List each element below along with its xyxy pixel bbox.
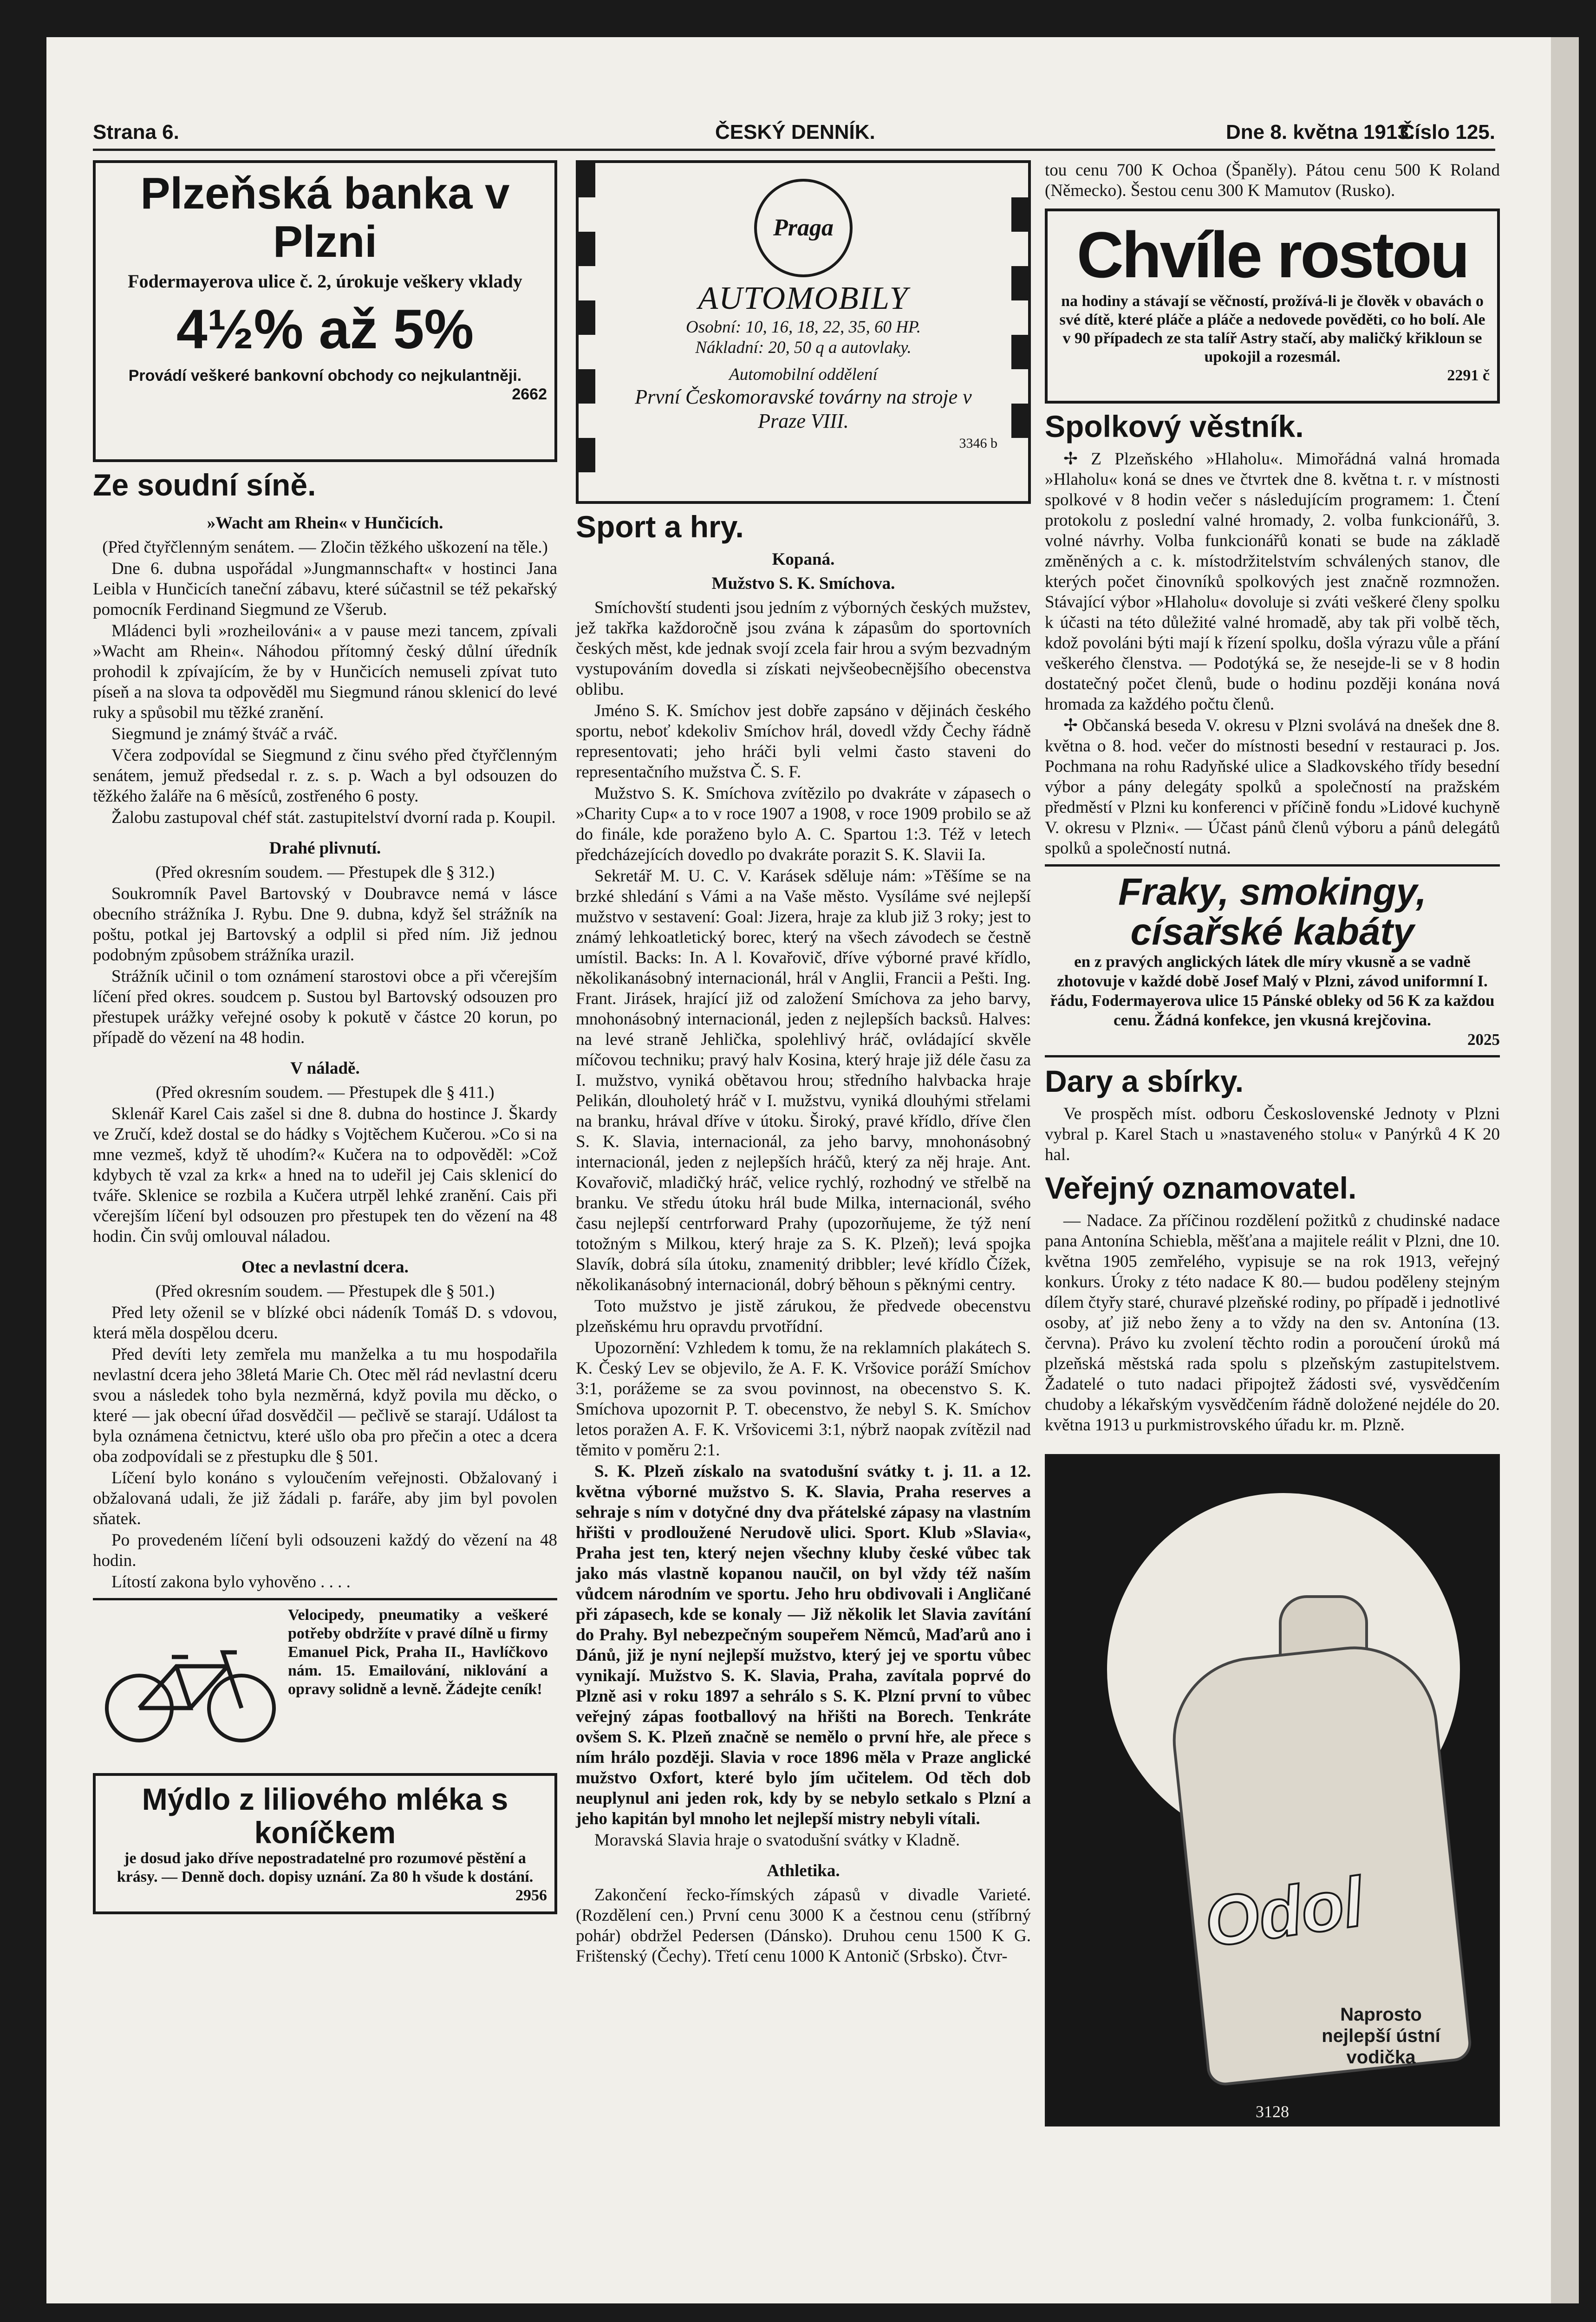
praga-line: První Českomoravské továrny na stroje v Praze VIII. <box>635 385 972 432</box>
article-title: Otec a nevlastní dcera. <box>241 1258 409 1277</box>
newspaper-title: ČESKÝ DENNÍK. <box>715 121 875 143</box>
paragraph: Soukromník Pavel Bartovský v Doubravce nemá v lásce obecního strážníka J. Rybu. Dne 9. dubna, když šel strážník na poštu, potkal jej Bartovský a odplil si před ním. Již jednou podobným způsobem strážníka urazil. <box>93 884 557 965</box>
paragraph: S. K. Plzeň získalo na svatodušní svátky t. j. 11. a 12. května výborné mužstvo S. K. Slavia, Praha reserves a sehraje s ním v dotyčné dny dva přátelské zápasy na vlastním hřišti v prodloužené Nerudově ulici. Sport. Klub »Slavia«, Praha jest ten, který nejen všechny kluby české vůbec tak jako más vlastně kopanou naučil, on byl vždy též naším vůdcem národním ve sportu. Jeho hru obdivovali i Angličané při zápasech, kde se konaly — Již několik let Slavia zavítání do Prahy. Byl nebezpečným soupeřem Němců, Maďarů ano i Dánů, již je nyní nejlepší mužstvo, který jej ve sportu vůbec vynikají. Mužstvo S. K. Slavia, Praha, zavítala poprvé do Plzně asi v roku 1897 a sehrálo s S. K. Plzní první to vůbec veřejný zápas footballový na hřišti na Borech. Tenkráte ovšem S. K. Plzeň značně se nemělo o první hře, ale přece s ním hrálo později. Slavia v roce 1896 měla v Praze anglické mužstvo Oxfort, které bylo jím učitelem. Od těch dob neuplynul ani jeden rok, kdy by se nebylo setkalo s Plzní a jeho kapitán byl mnoho let nejlepší mistry nebyli vítali. <box>576 1462 1031 1828</box>
article-title: V náladě. <box>290 1059 360 1078</box>
paragraph: Před lety oženil se v blízké obci nádeník Tomáš D. s vdovou, která měla dospělou dceru. <box>93 1303 557 1343</box>
astra-text: na hodiny a stávají se věčností, prožívá-li je člověk v obavách o své dítě, které pláče a pláče a nedovede pověděti, co ho bolí. Ale v 90 případech ze sta talíř Astry stačí, aby maličký křikloun se upokojil a rozesmál. <box>1059 293 1485 365</box>
subheading: Mužstvo S. K. Smíchova. <box>711 574 895 593</box>
astra-title: Chvíle rostou <box>1076 218 1468 291</box>
soap-ad <box>93 1773 557 1914</box>
paragraph: Moravská Slavia hraje o svatodušní svátky v Kladně. <box>594 1831 960 1850</box>
paragraph: Ve prospěch míst. odboru Československé Jednoty v Plzni vybral p. Karel Stach u »nastaveného stolu« v Panýrků 4 K 20 hal. <box>1045 1104 1500 1164</box>
court-note: (Před okresním soudem. — Přestupek dle § 312.) <box>155 863 495 882</box>
paragraph: Smíchovští studenti jsou jedním z výborných českých mužstev, jež takřka každoročně jsou zvána k zápasům do sportovních českých měst, kde jednak svojí zcela fair hrou a svým bezvadným vystupováním dovedla si získati nejvšeobecnějšího obecenstva oblibu. <box>576 598 1031 699</box>
paragraph: Sklenář Karel Cais zašel si dne 8. dubna do hostince J. Škardy ve Zručí, kdež dostal se do hádky s Vojtěchem Kučerou. »Co si na mne vezmeš, když tě uhodím?« Kučera na to odpověděl: »Což kdybych tě vzal za krk« a hned na to udeřil jej Cais sklenicí do tváře. Sklenice se rozbila a Kučera utrpěl lehké zranění. Cais při včerejším líčení byl odsouzen pro přestupek ten do vězení na 48 hodin. Čin svůj omlouval náladou. <box>93 1104 557 1246</box>
paragraph: Žalobu zastupoval chéf stát. zastupitelství dvorní rada p. Koupil. <box>111 808 556 827</box>
issue-number: Číslo 125. <box>1400 121 1495 143</box>
article-title: »Wacht am Rhein« v Hunčicích. <box>207 514 443 533</box>
odol-ad <box>1045 1454 1500 2126</box>
checker-border-left <box>579 163 595 501</box>
paragraph: — Nadace. Za příčinou rozdělení požitků z chudinské nadace pana Antonína Schiebla, měšťana a majitele reálit v Plzni, dne 10. května 1905 zemřelého, vypisuje se na rok 1913, veřejný konkurs. Úroky z této nadace K 80.— budou poděleny stejným dílem čtyřy staré, churavé plzeňské rodiny, po případě i jednotlivé osoby, ať již nebo ženy a to vždy na den sv. Antonína (13. června). Právo ku zvolení těchto rodin a poroučení úroků má plzeňská městská rada spolu s plzeňským zastupitelstvem. Žadatelé o tuto nadaci připojtež žádosti své, vysvědčením chudoby a lékařským vysvědčením řádně doložené nejdéle do 20. května 1913 u purkmistrovského úřadu kr. m. Plzně. <box>1045 1211 1500 1435</box>
column-left <box>93 160 557 1914</box>
paragraph: Mužstvo S. K. Smíchova zvítězilo po dvakráte v zápasech o »Charity Cup« a to v roce 1907 a 1908, v roce 1909 probilo se až do finále, kde poraženo bylo A. C. Spartou 1:3. Též v letech předcházejících dovedlo po dvakráte porazit S. K. Slavii Ia. <box>576 784 1031 864</box>
astra-ad <box>1045 209 1500 404</box>
paragraph: Strážník učinil o tom oznámení starostovi obce a při včerejším líčení před okres. soudcem p. Sustou byl Bartovský odsouzen pro přestupek urážky veřejné osoby k pokutě v částce 20 korun, po případě do vězení na 48 hodin. <box>93 967 557 1047</box>
page-header <box>93 116 1495 151</box>
paragraph: Po provedeném líčení byli odsouzeni každý do vězení na 48 hodin. <box>93 1531 557 1570</box>
bank-slogan: Provádí veškeré bankovní obchody co nejkulantněji. <box>128 367 522 385</box>
paragraph: ✢ Z Plzeňského »Hlaholu«. Mimořádná valná hromada »Hlaholu« koná se dnes ve čtvrtek dne 8. května t. r. v místnosti spolkové v 8 hodin večer s následujícím programem: 1. Čtení protokolu z poslední valné hromady, 2. volba funkcionářů, 3. volné návrhy. Volba funkcionářů konati se bude na základě změněných a c. k. místodržitelstvím schválených stanov, dle kterých počet činovníků spolkových jest značně rozmnožen. Stávající výbor »Hlaholu« dovoluje si zváti veškeré členy spolku k účasti na této důležité valné hromadě, aby tak při volbě těch, kdož povoláni býti mají k řízení spolku, došla výrazu vůle a přání veškerého členstva. — Podotýká se, že nesejde-li se v 8 hodin dostatečný počet členů, bude o hodinu později konána nová hromada za každého počtu členů. <box>1045 450 1500 714</box>
court-note: (Před čtyřčlenným senátem. — Zločin těžkého uškození na těle.) <box>102 538 548 557</box>
praga-title: AUTOMOBILY <box>698 280 909 316</box>
court-note: (Před okresním soudem. — Přestupek dle § 411.) <box>156 1083 495 1102</box>
paragraph: Upozornění: Vzhledem k tomu, že na reklamních plakátech S. K. Český Lev se objevilo, že A. F. K. Vršovice poráží Smíchov 3:1, porážeme se za svou povinnost, na obecenstvo S. K. Smíchova upozornit P. T. obecenstvo, že nebyl S. K. Smíchov letos poražen A. F. K. Vršovicemi 3:1, nýbrž naopak zvítězil nad těmito v poměru 2:1. <box>576 1338 1031 1460</box>
paragraph: tou cenu 700 K Ochoa (Španěly). Pátou cenu 500 K Roland (Německo). Šestou cenu 300 K Mamutov (Rusko). <box>1045 161 1500 200</box>
paragraph: Dne 6. dubna uspořádal »Jungmannschaft« v hostinci Jana Leibla v Hunčicích taneční zábavu, které súčastnil se též pekařský pomocník Ferdinand Siegmund ze Všerub. <box>93 559 557 619</box>
paragraph: Před devíti lety zemřela mu manželka a tu mu hospodařila nevlastní dcera jeho 38letá Marie Ch. Otec měl rád nevlastní dceru svou a následek toho byla nezměrná, když povila mu děcko, o které — jak obecní úřad dosvědčil — pečlivě se starají. Událost ta byla oznámena četnictvu, které ušlo oba pro přečin a otec a dcera oba zodpovídali se z přestupku dle § 501. <box>93 1345 557 1466</box>
paragraph: Siegmund je známý štváč a rváč. <box>111 724 338 744</box>
paragraph: Jméno S. K. Smíchov jest dobře zapsáno v dějinách českého sportu, neboť kdekoliv Smíchov hrál, dovedl vždy Čechy řádně representovati; jeho hráči byli velmi často staveni do representačního mužstva Č. S. F. <box>576 701 1031 782</box>
subheading: Athletika. <box>767 1861 840 1880</box>
paragraph: Zakončení řecko-římských zápasů v divadle Varieté. (Rozdělení cen.) První cenu 3000 K a čestnou cenu (stříbrný pohár) obdržel Pedersen (Dánsko). Druhou cenu 1500 K G. Frištenský (Čechy). Třetí cenu 1000 K Antonič (Srbsko). Čtvr- <box>576 1885 1031 1966</box>
divider <box>93 1598 557 1600</box>
odol-brand: Odol <box>1199 1862 1368 1962</box>
subheading: Kopaná. <box>772 550 835 569</box>
bank-name: Plzeňská banka v Plzni <box>140 169 510 267</box>
bank-ad-number: 2662 <box>512 385 547 403</box>
column-middle <box>576 160 1031 1968</box>
court-note: (Před okresním soudem. — Přestupek dle § 501.) <box>155 1282 495 1301</box>
checker-border-right <box>1011 163 1028 501</box>
paragraph: Včera zodpovídal se Siegmund z činu svého před čtyřčlenným senátem, jemuž předsedal r. z. s. p. Wach a byl odsouzen do těžkého žaláře na 6 měsíců, zostřeného 6 posty. <box>93 746 557 806</box>
tailor-ad-number: 2025 <box>1467 1031 1500 1049</box>
section-sport: Sport a hry. <box>576 509 744 544</box>
paragraph: Lítostí zakona bylo vyhověno . . . . <box>111 1572 351 1591</box>
soap-title: Mýdlo z liliového mléka s koníčkem <box>142 1782 508 1850</box>
section-announcements: Veřejný oznamovatel. <box>1045 1171 1357 1205</box>
paragraph: Toto mužstvo je jistě zárukou, že předvede obecenstvu plzeňskému hru opravdu prvotřídní. <box>576 1297 1031 1336</box>
soap-ad-number: 2956 <box>515 1887 547 1904</box>
soap-text: je dosud jako dříve nepostradatelné pro rozumové pěstění a krásy. — Denně doch. dopisy uznání. Za 80 h všude k dostání. <box>117 1850 534 1885</box>
bank-address: Fodermayerova ulice č. 2, úrokuje veškery vklady <box>128 271 522 292</box>
article-title: Drahé plivnutí. <box>269 839 381 858</box>
velocipede-text: Velocipedy, pneumatiky a veškeré potřeby obdržíte v pravé dílně u firmy Emanuel Pick, Praha II., Havlíčkovo nám. 15. Emailování, niklování a opravy solidně a levně. Žádejte ceník! <box>288 1606 548 1698</box>
praga-line: Osobní: 10, 16, 18, 22, 35, 60 HP. <box>685 318 921 337</box>
tailor-ad <box>1045 872 1500 1050</box>
section-court: Ze soudní síně. <box>93 468 316 502</box>
page-number: Strana 6. <box>93 121 179 143</box>
odol-ad-number: 3128 <box>1256 2102 1289 2121</box>
praga-logo: Praga <box>754 179 853 277</box>
divider <box>1045 864 1500 867</box>
astra-ad-number: 2291 č <box>1447 367 1490 384</box>
praga-ad-number: 3346 b <box>959 436 997 451</box>
tailor-text: en z pravých anglických látek dle míry vkusně a se vadně zhotovuje v každé době Josef Malý v Plzni, závod uniformní I. řádu, Fodermayerova ulice 15 Pánské obleky od 56 K za každou cenu. Žádná konfekce, jen vkusná krejčovina. <box>1050 952 1495 1029</box>
bank-rate: 4½% až 5% <box>176 298 474 360</box>
page-edge <box>1551 37 1579 2303</box>
velocipede-ad <box>93 1606 557 1773</box>
section-clubs: Spolkový věstník. <box>1045 409 1304 444</box>
odol-tagline: Naprosto nejlepší ústní vodička <box>1322 2004 1440 2068</box>
issue-date: Dne 8. května 1913. <box>1226 121 1415 143</box>
bicycle-icon <box>98 1634 283 1745</box>
praga-line: Nákladní: 20, 50 q a autovlaky. <box>695 338 912 357</box>
paragraph: Sekretář M. U. C. V. Karásek sděluje nám: »Těšíme se na brzké shledání s Vámi a na Vaše město. Vysíláme své nejlepší mužstvo v sestavení: Goal: Jizera, hraje za klub již 3 roky; jest to známý lehkoatletický borec, který na všech závodech se čestně umístil. Backs: In. A l. Kovařovič, dříve výborné pravé křídlo, několikanásobný internacionál, hrál v Anglii, Francii a Pešti. Ing. Frant. Jirásek, hrající již od založení Smíchova za jeho barvy, mnohonásobný internacionál, jeden z nejlepších backsů. Halves: na levé straně Jehlička, spolehlivý hráč, ovládající skvěle míčovou techniku; pravý halv Kosina, který hraje již déle času za I. mužstvo, vyniká obětavou hrou; středního halvbacka hraje Pelikán, dlouholetý hráč v I. mužstvu, vyniká dlouhými střelami na branku, hrával dříve v útoku. Široký, pravé křídlo, dříve člen S. K. Slavia, internacionál, za jeho barvy, mnohonásobný internacionál, jeden z nejlepších hráčů, který za něj hraje. Ant. Kovařovič, mladičký hráč, velice rychlý, rozhodný ve střelbě na branku. Ve středu útoku hrál bude Milka, internacionál, svého času nejlepší centrforward Prahy (upozorňujeme, že týž není totožným s Milkou, který hraje za S. K. Plzeň); levá spojka Slavík, dobrá síla útoku, znamenitý dribbler; levé křídlo Čížek, několikanásobný internacionál, dobrý běhoun s pěknými centry. <box>576 867 1031 1294</box>
section-donations: Dary a sbírky. <box>1045 1064 1244 1098</box>
praga-ad <box>576 160 1031 504</box>
paragraph: Mládenci byli »rozheilováni« a v pause mezi tancem, zpívali »Wacht am Rhein«. Náhodou přítomný český důlní úředník prohodil k zpívajícím, že by v Hunčicích nemuseli zpívat tuto píseň a na slova ta odpověděl mu Siegmund ránou sklenicí do levé ruky a spůsobil mu těžké zranění. <box>93 621 557 722</box>
bank-ad <box>93 160 557 462</box>
praga-line: Automobilní oddělení <box>729 365 878 384</box>
tailor-title: Fraky, smokingy, císařské kabáty <box>1118 871 1427 953</box>
divider <box>1045 1055 1500 1057</box>
paragraph: ✢ Občanská beseda V. okresu v Plzni svolává na dnešek dne 8. května o 8. hod. večer do místnosti besední v restauraci p. Jos. Pochmana na rohu Radyňské ulice a Sladkovského třídy besední výbor a pány delegáty spolků a společností na pražském předměstí v Plzni ku konferenci v příčině fondu »Lidové kuchyně V. okresu v Plzni«. — Účast pánů členů výboru a pánů delegátů spolků a společností nutná. <box>1045 716 1500 858</box>
paragraph: Líčení bylo konáno s vyloučením veřejnosti. Obžalovaný i obžalovaná udali, že již žádali p. faráře, aby jim byl povolen sňatek. <box>93 1468 557 1528</box>
column-right <box>1045 160 1500 2126</box>
